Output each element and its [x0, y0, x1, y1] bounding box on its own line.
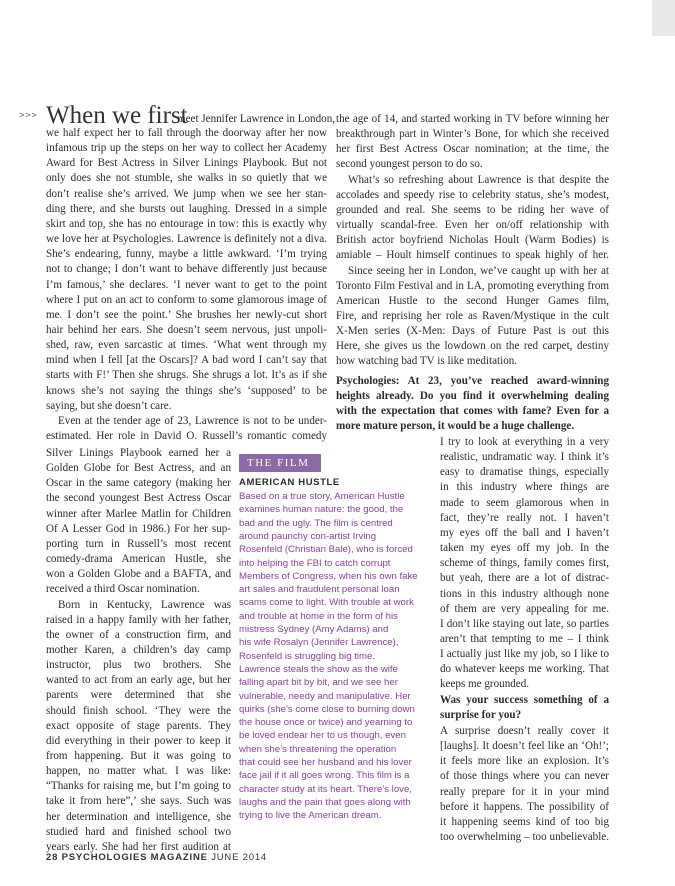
sidebar-line: falling apart bit by bit, and we see her	[239, 677, 398, 689]
sidebar-line: Rosenfeld (Christian Bale), who is forced	[239, 544, 413, 556]
column-1-narrow-line: happen, no matter what. I was like:	[46, 765, 231, 778]
sidebar-line: and trouble at home in the form of his	[239, 610, 398, 622]
column-2-line: Here, she gives us the lowdown on the red carpet, destiny	[336, 340, 609, 353]
answer-1-line: do whatever keeps me working. That	[440, 663, 609, 676]
column-1-line: Even at the tender age of 23, Lawrence is not to be under-	[58, 414, 327, 427]
column-2-line: British actor boyfriend Nicholas Hoult (Warm Bodies) is	[336, 234, 609, 247]
answer-1-line: tions in this industry although none	[440, 587, 609, 600]
column-1-narrow-line: exact opposite of stage parents. They	[46, 719, 231, 732]
sidebar-heading: AMERICAN HUSTLE	[239, 477, 340, 488]
sidebar-line: his wife Rosalyn (Jennifer Lawrence),	[239, 637, 399, 649]
question-1-line: Psychologies: At 23, you’ve reached award-winning	[336, 375, 609, 387]
column-2-line: virtually scandal-free. Even her on/off relationship with	[336, 219, 609, 232]
column-2-line: American Hustle to the second Hunger Games film,	[336, 294, 609, 307]
column-1-line: only does she not stumble, she walks in so quietly that we	[46, 172, 327, 185]
question-1-line: more mature person, it would be a huge challenge.	[336, 420, 575, 433]
column-1-narrow-line: parents were determined that she	[46, 689, 231, 702]
column-1-narrow-line: the owner of a construction firm, and	[46, 628, 231, 641]
sidebar-line: be loved endear her to us though, even	[239, 730, 406, 742]
column-2-line: breakthrough part in Winter’s Bone, for which she received	[336, 128, 609, 141]
column-1-narrow-line: porting turn in Russell’s most recent	[46, 537, 231, 550]
column-2-line: Toronto Film Festival and in LA, promoting everything from	[336, 279, 609, 292]
column-1-narrow-line: Born in Kentucky, Lawrence was	[58, 598, 231, 611]
answer-1-line: my eyes off the ball and I haven’t	[440, 526, 609, 539]
answer-2-line: too overwhelming – too unbelievable.	[440, 831, 609, 844]
magazine-name: PSYCHOLOGIES MAGAZINE	[61, 852, 208, 863]
column-1-narrow-line: from happening. But it was going to	[46, 750, 231, 762]
column-1-line: ding there, and she bursts out laughing. Dressed in a simple	[46, 202, 327, 215]
sidebar-line: that could see her husband and his lover	[239, 757, 412, 768]
column-2-line: the age of 14, and started working in TV before winning her	[336, 113, 609, 125]
column-1-narrow-line: studied hard and finished school two	[46, 825, 231, 838]
column-1-line: estimated. Her role in David O. Russell’s romantic comedy	[46, 430, 327, 442]
column-2-line: X-Men series (X-Men: Days of Future Past is out this	[336, 325, 609, 338]
column-1-line: infamous trip up the steps on her way to collect her Academy	[46, 142, 327, 155]
column-1-narrow-line: did everything in their power to keep it	[46, 734, 231, 747]
column-2-line: Since seeing her in London, we’ve caught up with her at	[348, 264, 609, 277]
column-1-narrow-line: Of A Lesser God in 1986.) For her sup-	[46, 522, 231, 535]
sidebar-line: the house once or twice) and yearning to	[239, 717, 413, 729]
sidebar-line: Lawrence steals the show as the wife	[239, 663, 398, 675]
column-1-narrow-line: take it from here”,’ she says. Such was	[46, 795, 231, 808]
column-2-line: Fire, and reprising her role as Raven/Mystique in the cult	[336, 309, 609, 322]
answer-1-line: realistic, undramatic way. I think it’s	[440, 451, 609, 464]
answer-1-line: keeps me grounded.	[440, 678, 530, 691]
issue-date: JUNE 2014	[211, 852, 267, 863]
sidebar-line: character study at its heart. There’s love,	[239, 783, 412, 795]
column-1-line: shed, raw, even sarcastic at times. ‘What went through my	[46, 339, 327, 352]
answer-1-line: I actually just like my job, so I like to	[440, 648, 609, 661]
column-2-line: grounded and real. She seems to be riding her wave of	[336, 203, 609, 216]
answer-1-line: fact, they’re really not. I haven’t	[440, 511, 609, 524]
column-1-narrow-line: winner after Marlee Matlin for Children	[46, 507, 231, 520]
column-1-line: I’m famous,’ she declares. ‘I never want to get to the point	[46, 278, 327, 291]
answer-1-line: but yeah, there are a lot of distrac-	[440, 572, 609, 585]
sidebar-line: laughs and the pain that goes along with	[239, 796, 411, 808]
column-1-narrow-line: Oscar in the same category (making her	[46, 477, 231, 490]
sidebar-line: trying to live the American dream.	[239, 810, 382, 822]
column-1-line: hair behind her ears. She doesn’t seem nervous, just unpoli-	[46, 323, 327, 336]
column-1-narrow-line: won a Golden Globe and a BAFTA, and	[46, 568, 231, 581]
sidebar-line: into helping the FBI to catch corrupt	[239, 557, 391, 569]
answer-2-line: it happening seems kind of too big	[440, 815, 609, 828]
column-1-narrow-line: instructor, plus two brothers. She	[46, 659, 231, 672]
column-1-line: me. I don’t see the point.’ She brushes her newly-cut short	[46, 308, 327, 321]
column-1-line: starts with F!’ Then she shrugs. She shrugs a lot. It’s as if she	[46, 369, 327, 382]
answer-1-line: scheme of things, family comes first,	[440, 557, 609, 570]
column-1-narrow-line: wanted to act from an early age, but her	[46, 674, 231, 687]
lead-text: meet Jennifer Lawrence in London,	[177, 113, 336, 125]
sidebar-line: quirks (she’s come close to burning down	[239, 703, 415, 715]
column-2-line: What’s so refreshing about Lawrence is that despite the	[348, 173, 609, 186]
page-number: 28	[46, 852, 59, 863]
section-marker: >>>	[19, 110, 38, 120]
sidebar-line: mistress Sydney (Amy Adams) and	[239, 624, 389, 635]
sidebar-line: when she’s threatening the operation	[239, 743, 397, 755]
column-1-line: Award for Best Actress in Silver Linings Playbook. But not	[46, 157, 327, 170]
answer-1-line: I try to look at everything in a very	[440, 436, 609, 448]
column-1-line: we half expect her to fall through the doorway after her now	[46, 127, 327, 139]
lead-dropcap: When we first	[46, 102, 188, 129]
column-1-narrow-line: her determination and intelligence, she	[46, 810, 231, 823]
answer-2-line: it feels more like an explosion. It’s	[440, 755, 609, 768]
answer-2-line: really prepare for it in your mind	[440, 785, 609, 798]
sidebar-line: scams come to light. With trouble at work	[239, 597, 414, 609]
answer-2-line: before it happens. The possibility of	[440, 800, 609, 813]
column-2-line: second youngest person to do so.	[336, 158, 483, 171]
answer-2-line: [laughs]. It doesn’t feel like an ‘Oh!’;	[440, 740, 609, 753]
column-1-narrow-line: mother Karen, a children’s day camp	[46, 643, 231, 656]
answer-1-line: in this industry where things are	[440, 481, 609, 494]
page-footer	[46, 852, 267, 863]
column-1-narrow-line: comedy-drama American Hustle, she	[46, 553, 231, 566]
sidebar-line: art sales and fraudulent personal loan	[239, 584, 400, 596]
column-1-narrow-line: Golden Globe for Best Actress, and an	[46, 462, 231, 475]
column-2-line: how watching bad TV is like meditation.	[336, 355, 518, 368]
question-2-line: Was your success something of a	[440, 694, 609, 706]
column-1-line: knows she’s not saying the things she’s ‘supposed’ to be	[46, 384, 327, 397]
sidebar-line: Rosenfeld is struggling big time.	[239, 650, 375, 662]
sidebar-line: Members of Congress, when his own fake	[239, 570, 418, 582]
question-1-line: with the expectation that comes with fame? Even for a	[336, 405, 609, 418]
question-1-line: heights already. Do you find it overwhelming dealing	[336, 390, 609, 403]
column-1-narrow-line: raised in a happy family with her father,	[46, 613, 231, 626]
column-1-narrow-line: “Thanks for raising me, but I’m going to	[46, 780, 231, 793]
column-1-narrow-line: years early. She had her first audition at	[46, 840, 231, 853]
column-1-line: we love her at Psychologies. Lawrence is definitely not a diva.	[46, 233, 327, 246]
sidebar-line: Based on a true story, American Hustle	[239, 491, 405, 502]
sidebar-line: face jail if it all goes wrong. This film is a	[239, 770, 410, 782]
column-1-narrow-line: received a third Oscar nomination.	[46, 583, 200, 596]
sidebar-line: examines human nature: the good, the	[239, 504, 404, 516]
answer-1-line: I don’t like staying out late, so parties	[440, 617, 609, 630]
answer-1-line: easy to dramatise things, especially	[440, 466, 609, 479]
question-2-line: surprise for you?	[440, 709, 522, 722]
column-2-line: accolades and speedy rise to celebrity status, she’s modest,	[336, 188, 609, 201]
sidebar-line: vulnerable, needy and manipulative. Her	[239, 690, 411, 702]
column-1-line: skirt and top, she has no entourage in tow: this is exactly why	[46, 217, 327, 230]
column-1-line: saying, but she doesn’t care.	[46, 399, 172, 412]
column-1-narrow-line: should finish school. ‘They were the	[46, 704, 231, 717]
answer-1-line: of them are very appealing for me.	[440, 602, 609, 615]
column-2-line: her first Best Actress Oscar nomination; at the time, the	[336, 143, 609, 156]
answer-1-line: aren’t that tempting to me – I think	[440, 632, 609, 645]
answer-1-line: taken my eyes off my job. In the	[440, 542, 609, 555]
sidebar-tag: THE FILM	[239, 454, 321, 472]
column-1-narrow-line: Silver Linings Playbook earned her a	[46, 447, 231, 459]
page-corner-tab	[652, 0, 675, 36]
column-1-line: not to change; I don’t want to behave differently just because	[46, 263, 327, 276]
sidebar-line: around paunchy con-artist Irving	[239, 530, 377, 542]
column-1-line: mind when I fell [at the Oscars]? A bad word I can’t say that	[46, 354, 327, 367]
answer-2-line: A surprise doesn’t really cover it	[440, 725, 609, 737]
sidebar-line: bad and the ugly. The film is centred	[239, 517, 393, 529]
column-1-line: She’s endearing, funny, maybe a little awkward. ‘I’m trying	[46, 248, 327, 261]
column-1-narrow-line: the second youngest Best Actress Oscar	[46, 492, 231, 505]
column-1-line: don’t realise she’s arrived. We jump when we see her stan-	[46, 187, 327, 200]
answer-1-line: made to seem glamorous when in	[440, 496, 609, 509]
column-1-line: where I put on an act to conform to some glamorous image of	[46, 293, 327, 306]
column-2-line: amiable – Hoult himself continues to speak highly of her.	[336, 249, 609, 262]
answer-2-line: of those things where you can never	[440, 770, 609, 783]
